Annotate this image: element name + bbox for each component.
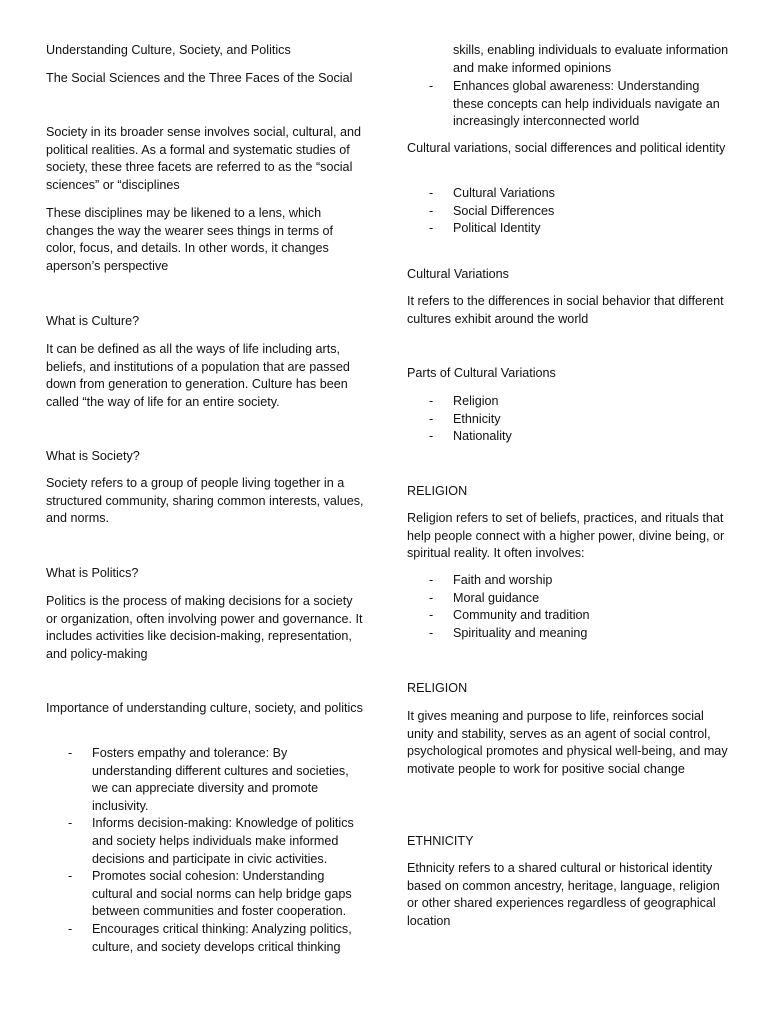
importance-heading: Importance of understanding culture, society, and politics — [46, 701, 363, 715]
intro-paragraph-1: Society in its broader sense involves social, cultural, and political realities. As a formal and systematic studies of society, these three facets are referred to as the “social sciences” or “disciplines — [46, 125, 362, 192]
list-item: - Ethnicity — [407, 411, 729, 429]
ethnicity-heading: ETHNICITY — [407, 834, 474, 848]
cultural-variations-paragraph: It refers to the differences in social behavior that different cultures exhibit around the world — [407, 294, 724, 326]
list-item: - Community and tradition — [407, 607, 729, 625]
continued-list-text: skills, enabling individuals to evaluate information and make informed opinions — [453, 43, 729, 75]
politics-paragraph: Politics is the process of making decisions for a society or organization, often involving power and governance. It includes activities like decision-making, representation, and policy-making — [46, 594, 363, 661]
list-item: - Enhances global awareness: Understanding these concepts can help individuals navigate an increasingly interconnected world — [407, 78, 729, 131]
list-item: - Religion — [407, 393, 729, 411]
religion-heading-2: RELIGION — [407, 681, 468, 695]
list-item: - Spirituality and meaning — [407, 625, 729, 643]
variations-list — [407, 185, 729, 238]
culture-heading: What is Culture? — [46, 314, 140, 328]
list-item: - Promotes social cohesion: Understanding cultural and social norms can help bridge gaps between communities and foster cooperation. — [46, 868, 366, 921]
society-heading: What is Society? — [46, 449, 140, 463]
list-item: - Political Identity — [407, 220, 729, 238]
society-paragraph: Society refers to a group of people living together in a structured community, sharing common interests, values, and norms. — [46, 476, 364, 526]
religion-heading: RELIGION — [407, 484, 468, 498]
intro-paragraph-2: These disciplines may be likened to a lens, which changes the way the wearer sees things in terms of color, focus, and details. In other words, it changes aperson’s perspective — [46, 206, 334, 273]
list-item: - Fosters empathy and tolerance: By understanding different cultures and societies, we can appreciate diversity and promote inclusivity. — [46, 745, 366, 815]
list-item: - Moral guidance — [407, 590, 729, 608]
parts-heading: Parts of Cultural Variations — [407, 366, 556, 380]
list-item: - Cultural Variations — [407, 185, 729, 203]
list-item: - Nationality — [407, 428, 729, 446]
cultural-variations-heading: Cultural Variations — [407, 267, 509, 281]
list-item: - Faith and worship — [407, 572, 729, 590]
religion-paragraph-2: It gives meaning and purpose to life, reinforces social unity and stability, serves as an agent of social control, psychological promotes and physical well-being, and may motivate people to work for positive social change — [407, 709, 728, 776]
list-item: - Encourages critical thinking: Analyzing politics, culture, and society develops critical thinking — [46, 921, 366, 956]
document-title: Understanding Culture, Society, and Politics — [46, 43, 291, 57]
religion-list — [407, 572, 729, 642]
list-item: - Informs decision-making: Knowledge of politics and society helps individuals make informed decisions and participate in civic activities. — [46, 815, 366, 868]
variations-heading: Cultural variations, social differences and political identity — [407, 141, 726, 155]
parts-list — [407, 393, 729, 446]
culture-paragraph: It can be defined as all the ways of life including arts, beliefs, and institutions of a population that are passed down from generation to generation. Culture has been called “the way of life for an entire society. — [46, 342, 350, 409]
politics-heading: What is Politics? — [46, 566, 139, 580]
importance-list — [46, 745, 366, 956]
religion-paragraph: Religion refers to set of beliefs, practices, and rituals that help people connect with a higher power, divine being, or spiritual reality. It often involves: — [407, 511, 725, 561]
document-subtitle: The Social Sciences and the Three Faces of the Social — [46, 71, 353, 85]
list-item: - Social Differences — [407, 203, 729, 221]
continued-list — [407, 78, 729, 131]
ethnicity-paragraph: Ethnicity refers to a shared cultural or historical identity based on common ancestry, heritage, language, religion or other shared experiences regardless of geographical location — [407, 861, 720, 928]
